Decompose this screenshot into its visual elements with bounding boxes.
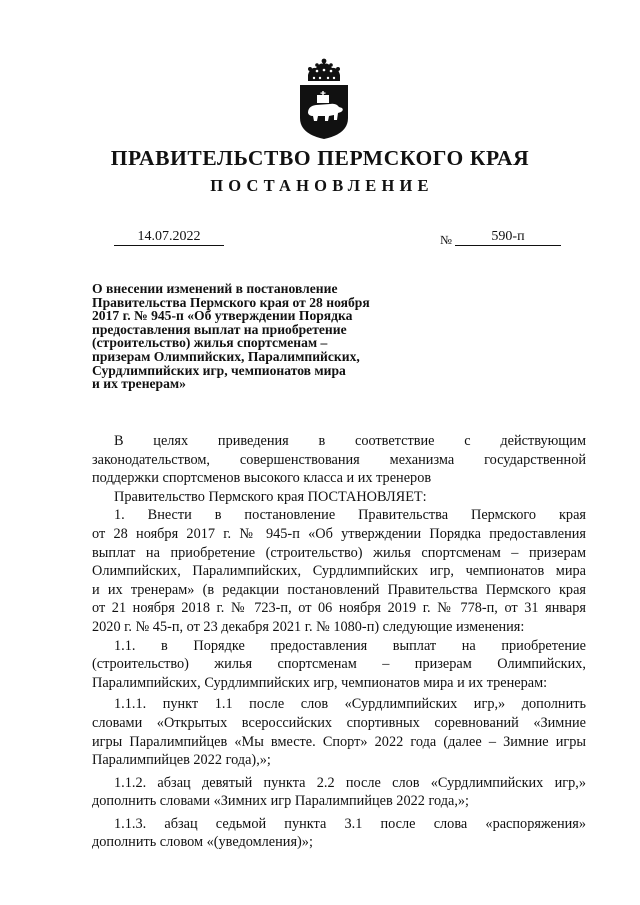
subject-line: 2017 г. № 945-п «Об утверждении Порядка (92, 308, 353, 324)
body-line: дополнить словами «Зимних игр Паралимпийцев 2022 года,»; (92, 793, 470, 810)
body-line: Паралимпийских, Сурдлимпийских игр, чемпионатов мира и их тренерам: (92, 674, 548, 691)
body-line: словами «Открытых всероссийских спортивных соревнований «Зимние (92, 714, 586, 731)
body-line: дополнить словом «(уведомления)»; (92, 834, 313, 851)
body-line: поддержки спортсменов высокого класса и их тренеров (92, 470, 432, 487)
subject-line: предоставления выплат на приобретение (92, 321, 347, 337)
body-line: Олимпийских, Паралимпийских, Сурдлимпийских игр, чемпионатов мира (92, 563, 586, 580)
document-type: ПОСТАНОВЛЕНИЕ (210, 176, 434, 195)
subject-line: призерам Олимпийских, Паралимпийских, (92, 348, 360, 364)
body-line: 1.1.1. пункт 1.1 после слов «Сурдлимпийских игр,» дополнить (114, 696, 586, 713)
body-line: Паралимпийцев 2022 года),»; (92, 752, 271, 769)
body-line: В целях приведения в соответствие с действующим (114, 433, 586, 449)
body-line: Правительство Пермского края ПОСТАНОВЛЯЕТ: (114, 488, 427, 505)
body-line: и их тренерам» (в редакции постановлений Правительства Пермского края (92, 581, 586, 598)
document-number: 590-п (455, 228, 561, 246)
document-subject (92, 282, 422, 391)
document-date: 14.07.2022 (114, 228, 224, 246)
body-line: игры Паралимпийцев «Мы вместе. Спорт» 2022 года (далее – Зимние игры (92, 733, 586, 750)
body-line: выплат на приобретение (строительство) жилья спортсменам – призерам (92, 544, 586, 561)
government-title: ПРАВИТЕЛЬСТВО ПЕРМСКОГО КРАЯ (110, 146, 530, 170)
body-line: 1. Внести в постановление Правительства Пермского края (114, 507, 586, 524)
body-line: (строительство) жилья спортсменам – призерам Олимпийских, (92, 656, 586, 673)
subject-line: Правительства Пермского края от 28 ноября (92, 294, 370, 310)
number-sign: № (440, 233, 452, 247)
subject-line: (строительство) жилья спортсменам – (92, 335, 328, 351)
body-line: 2020 г. № 45-п, от 23 декабря 2021 г. № 1080-п) следующие изменения: (92, 618, 525, 635)
body-line: 1.1. в Порядке предоставления выплат на приобретение (114, 637, 586, 654)
body-line: от 21 ноября 2018 г. № 723-п, от 06 ноября 2019 г. № 778-п, от 31 января (92, 600, 586, 617)
subject-line: и их тренерам» (92, 376, 186, 392)
body-line: от 28 ноября 2017 г. № 945-п «Об утверждении Порядка предоставления (92, 525, 586, 542)
document-body (92, 432, 586, 852)
subject-line: О внесении изменений в постановление (92, 281, 338, 296)
subject-line: Сурдлимпийских игр, чемпионатов мира (92, 362, 346, 378)
body-line: 1.1.3. абзац седьмой пункта 3.1 после слова «распоряжения» (114, 815, 586, 832)
body-line: законодательством, совершенствования механизма государственной (92, 451, 586, 468)
body-line: 1.1.2. абзац девятый пункта 2.2 после слов «Сурдлимпийских игр,» (114, 774, 586, 791)
perm-krai-coat-of-arms-icon (296, 58, 352, 140)
